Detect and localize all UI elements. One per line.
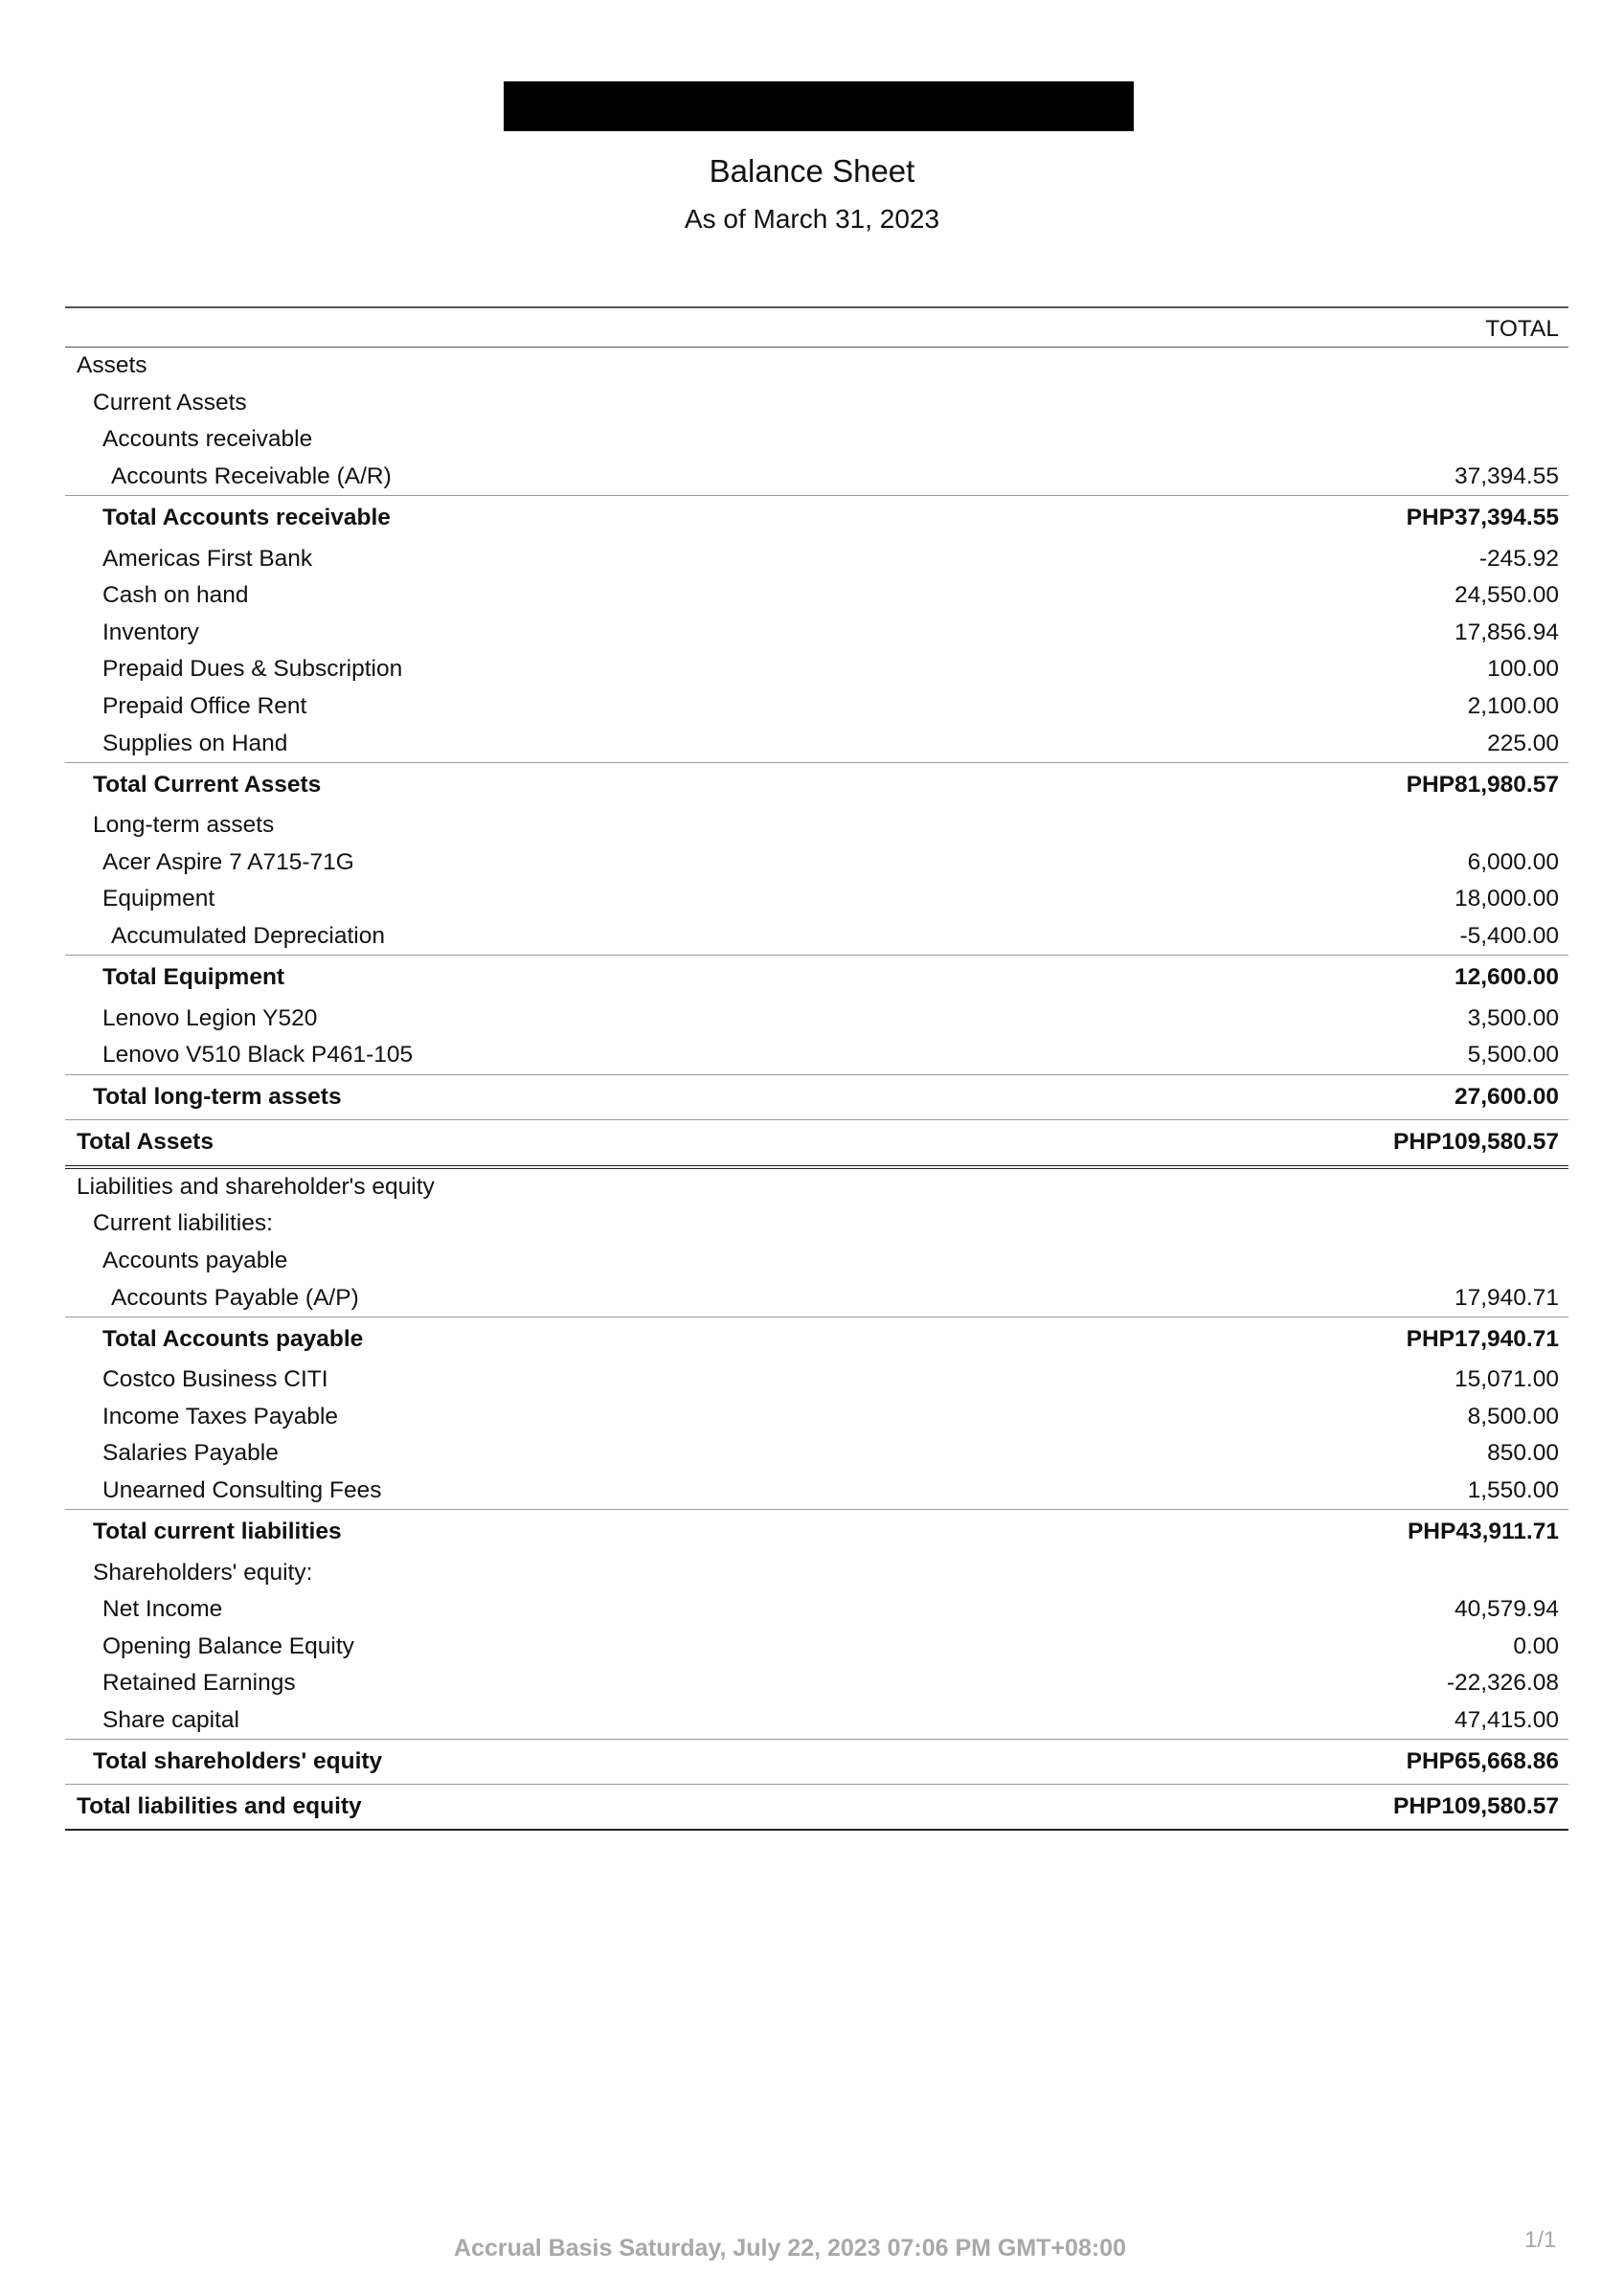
report-title: Balance Sheet (709, 153, 915, 189)
redacted-company-name (504, 81, 1134, 131)
table-row (65, 1665, 1568, 1702)
row-value: 17,940.71 (1455, 1284, 1559, 1311)
row-label: Current Assets (93, 389, 247, 416)
row-value: 100.00 (1487, 656, 1559, 683)
row-value: PHP43,911.71 (1407, 1519, 1559, 1545)
table-row (65, 421, 1568, 459)
row-value: 2,100.00 (1467, 693, 1559, 720)
row-label: Assets (77, 352, 147, 379)
table-row (65, 1435, 1568, 1473)
table-row (65, 1205, 1568, 1243)
total-row (65, 495, 1568, 540)
row-value: 37,394.55 (1455, 463, 1559, 490)
table-row (65, 1243, 1568, 1280)
total-row (65, 1784, 1568, 1831)
balance-sheet-table (65, 306, 1568, 1831)
table-row (65, 1591, 1568, 1629)
row-label: Accounts Payable (A/P) (111, 1284, 359, 1311)
table-row (65, 1279, 1568, 1317)
total-row (65, 762, 1568, 807)
row-label: Accumulated Depreciation (111, 923, 385, 950)
table-row (65, 459, 1568, 496)
row-value: 225.00 (1487, 730, 1559, 756)
row-value: 8,500.00 (1467, 1403, 1559, 1429)
row-label: Inventory (102, 619, 199, 645)
table-row (65, 1554, 1568, 1591)
row-label: Net Income (102, 1596, 223, 1623)
row-value: -245.92 (1478, 545, 1559, 572)
row-value: 12,600.00 (1455, 964, 1559, 991)
row-label: Americas First Bank (102, 545, 313, 572)
row-label: Total current liabilities (93, 1519, 342, 1545)
table-row (65, 688, 1568, 726)
row-label: Total long-term assets (93, 1083, 342, 1110)
row-value: PHP17,940.71 (1406, 1325, 1559, 1352)
row-value: 6,000.00 (1467, 848, 1559, 875)
row-value: 5,500.00 (1467, 1042, 1559, 1069)
row-value: PHP109,580.57 (1393, 1793, 1559, 1820)
row-label: Total liabilities and equity (77, 1793, 362, 1820)
row-label: Lenovo Legion Y520 (102, 1004, 318, 1031)
row-label: Opening Balance Equity (102, 1632, 354, 1659)
row-label: Accounts payable (102, 1247, 288, 1273)
table-row (65, 1037, 1568, 1074)
row-value: 850.00 (1487, 1440, 1559, 1467)
table-row (65, 1702, 1568, 1740)
row-label: Total Current Assets (93, 771, 322, 798)
row-value: -22,326.08 (1446, 1670, 1559, 1697)
total-row (65, 1119, 1568, 1169)
row-value: 27,600.00 (1455, 1083, 1559, 1110)
table-row (65, 725, 1568, 762)
column-header-row (65, 308, 1568, 348)
table-row (65, 1169, 1568, 1206)
row-value: PHP65,668.86 (1406, 1748, 1559, 1775)
table-row (65, 577, 1568, 615)
row-label: Total Equipment (102, 964, 285, 991)
row-label: Liabilities and shareholder's equity (77, 1173, 435, 1200)
total-row (65, 1317, 1568, 1362)
row-value: 24,550.00 (1455, 582, 1559, 609)
row-label: Prepaid Dues & Subscription (102, 656, 403, 683)
total-row (65, 1509, 1568, 1554)
table-row (65, 385, 1568, 422)
row-label: Income Taxes Payable (102, 1403, 339, 1429)
row-value: 47,415.00 (1455, 1706, 1559, 1733)
row-value: PHP109,580.57 (1393, 1129, 1559, 1155)
row-label: Unearned Consulting Fees (102, 1476, 382, 1503)
row-label: Accounts Receivable (A/R) (111, 463, 392, 490)
table-row (65, 918, 1568, 956)
table-row (65, 1000, 1568, 1037)
row-label: Cash on hand (102, 582, 249, 609)
row-label: Lenovo V510 Black P461-105 (102, 1042, 414, 1069)
row-label: Acer Aspire 7 A715-71G (102, 848, 354, 875)
table-row (65, 807, 1568, 844)
table-row (65, 615, 1568, 652)
table-row (65, 651, 1568, 688)
row-label: Total Accounts receivable (102, 505, 391, 531)
total-row (65, 955, 1568, 1000)
row-label: Current liabilities: (93, 1210, 273, 1237)
table-row (65, 1628, 1568, 1665)
row-value: 18,000.00 (1455, 886, 1559, 912)
row-value: 3,500.00 (1467, 1004, 1559, 1031)
row-label: Total Assets (77, 1129, 214, 1155)
row-value: -5,400.00 (1459, 923, 1559, 950)
table-row (65, 881, 1568, 918)
row-label: Shareholders' equity: (93, 1559, 313, 1586)
row-label: Share capital (102, 1706, 240, 1733)
total-row (65, 1074, 1568, 1119)
column-header-total: TOTAL (1485, 316, 1559, 342)
row-label: Accounts receivable (102, 426, 313, 453)
table-row (65, 1362, 1568, 1399)
row-value: 15,071.00 (1455, 1366, 1559, 1393)
row-label: Salaries Payable (102, 1440, 279, 1467)
table-row (65, 540, 1568, 577)
row-value: PHP81,980.57 (1406, 771, 1559, 798)
total-row (65, 1739, 1568, 1784)
report-date: As of March 31, 2023 (684, 204, 940, 234)
row-label: Total shareholders' equity (93, 1748, 383, 1775)
row-value: 40,579.94 (1455, 1596, 1559, 1623)
row-value: 0.00 (1513, 1632, 1559, 1659)
page-number: 1/1 (1524, 2227, 1557, 2253)
table-row (65, 1398, 1568, 1435)
row-value: 1,550.00 (1467, 1476, 1559, 1503)
row-label: Supplies on Hand (102, 730, 288, 756)
table-row (65, 348, 1568, 385)
row-label: Prepaid Office Rent (102, 693, 307, 720)
row-value: 17,856.94 (1455, 619, 1559, 645)
row-value: PHP37,394.55 (1406, 505, 1559, 531)
row-label: Equipment (102, 886, 215, 912)
table-row (65, 844, 1568, 882)
row-label: Long-term assets (93, 812, 275, 839)
row-label: Costco Business CITI (102, 1366, 328, 1393)
table-row (65, 1473, 1568, 1510)
row-label: Retained Earnings (102, 1670, 296, 1697)
footer-basis-timestamp: Accrual Basis Saturday, July 22, 2023 07:06 PM GMT+08:00 (454, 2235, 1126, 2262)
row-label: Total Accounts payable (102, 1325, 364, 1352)
